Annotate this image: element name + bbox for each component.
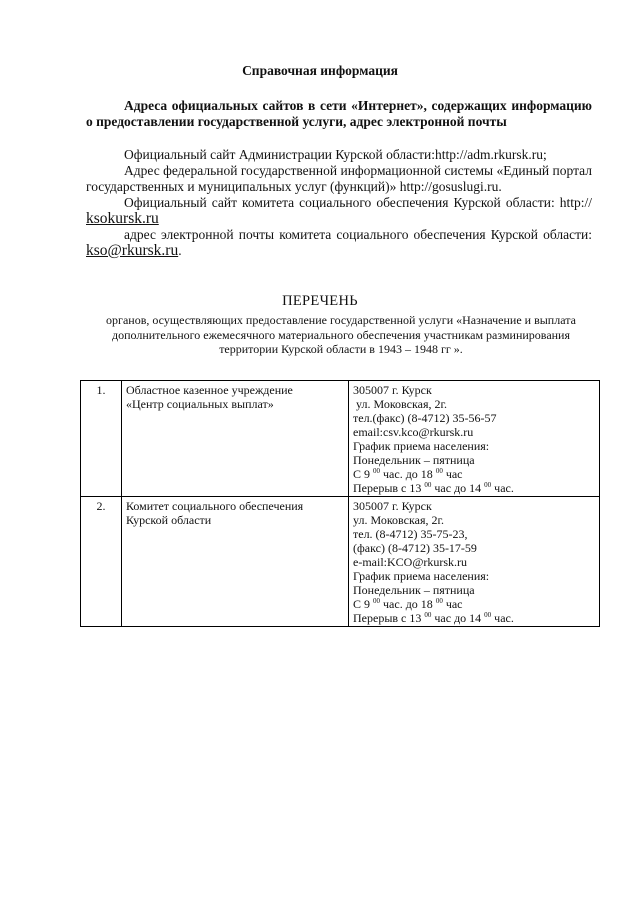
para-kso-email-end: . — [178, 243, 182, 258]
row-number: 2. — [81, 497, 122, 627]
para-kso-site — [86, 195, 592, 227]
para-gosuslugi: Адрес федеральной государственной информационной системы «Единый портал государственных и муниципальных услуг (функций)» http://gosuslugi.ru. — [86, 163, 592, 194]
para-kso-site-text: Официальный сайт комитета социального обеспечения Курской области: http:// — [124, 195, 592, 210]
schedule-break: Перерыв с 13 $^{00}$ час до 14 $^{00}$ час. — [353, 611, 514, 625]
row-number: 1. — [81, 381, 122, 497]
table-row — [81, 497, 600, 627]
schedule-heading: График приема населения: — [353, 569, 490, 583]
address-line: 305007 г. Курск — [353, 383, 432, 397]
schedule-hours: С 9 $^{00}$ час. до 18 $^{00}$ час — [353, 597, 463, 611]
phone-line: тел. (8-4712) 35-75-23, — [353, 527, 468, 541]
fax-line: (факс) (8-4712) 35-17-59 — [353, 541, 477, 555]
schedule-break: Перерыв с 13 $^{00}$ час до 14 $^{00}$ час. — [353, 481, 514, 495]
schedule-days: Понедельник – пятница — [353, 583, 475, 597]
doc-title: Справочная информация — [242, 63, 398, 78]
email-line: email:csv.kco@rkursk.ru — [353, 425, 474, 439]
org-contacts — [349, 497, 600, 627]
schedule-heading: График приема населения: — [353, 439, 490, 453]
schedule-hours: С 9 $^{00}$ час. до 18 $^{00}$ час — [353, 467, 463, 481]
para-kso-email — [86, 227, 592, 259]
email-line: e-mail:KCO@rkursk.ru — [353, 555, 468, 569]
para-kso-email-text: адрес электронной почты комитета социального обеспечения Курской области: — [124, 227, 592, 242]
para-admin-site: Официальный сайт Администрации Курской области:http://adm.rkursk.ru; — [124, 147, 547, 162]
org-name — [122, 497, 349, 627]
org-name-line: «Центр социальных выплат» — [126, 397, 274, 411]
address-line: 305007 г. Курск — [353, 499, 432, 513]
table-row — [81, 381, 600, 497]
schedule-days: Понедельник – пятница — [353, 453, 475, 467]
org-name — [122, 381, 349, 497]
org-name-line: Комитет социального обеспечения — [126, 499, 304, 513]
phone-line: тел.(факс) (8-4712) 35-56-57 — [353, 411, 497, 425]
organizations-table — [80, 380, 600, 627]
org-contacts — [349, 381, 600, 497]
kso-site-link[interactable]: ksokursk.ru — [86, 210, 159, 227]
kso-email-link[interactable]: kso@rkursk.ru — [86, 242, 179, 259]
address-line: ул. Моковская, 2г. — [353, 397, 448, 411]
org-name-line: Областное казенное учреждение — [126, 383, 293, 397]
section-heading: Адреса официальных сайтов в сети «Интернет», содержащих информацию о предоставлении государственной услуги, адрес электронной почты — [86, 98, 592, 129]
org-name-line: Курской области — [126, 513, 212, 527]
perechen-subtitle: органов, осуществляющих предоставление государственной услуги «Назначение и выплата дополнительного ежемесячного материального обеспечения участникам разминирования территории Курской области в 1943 – 1948 гг ». — [106, 313, 576, 356]
address-line: ул. Моковская, 2г. — [353, 513, 445, 527]
perechen-title: ПЕРЕЧЕНЬ — [282, 293, 358, 309]
